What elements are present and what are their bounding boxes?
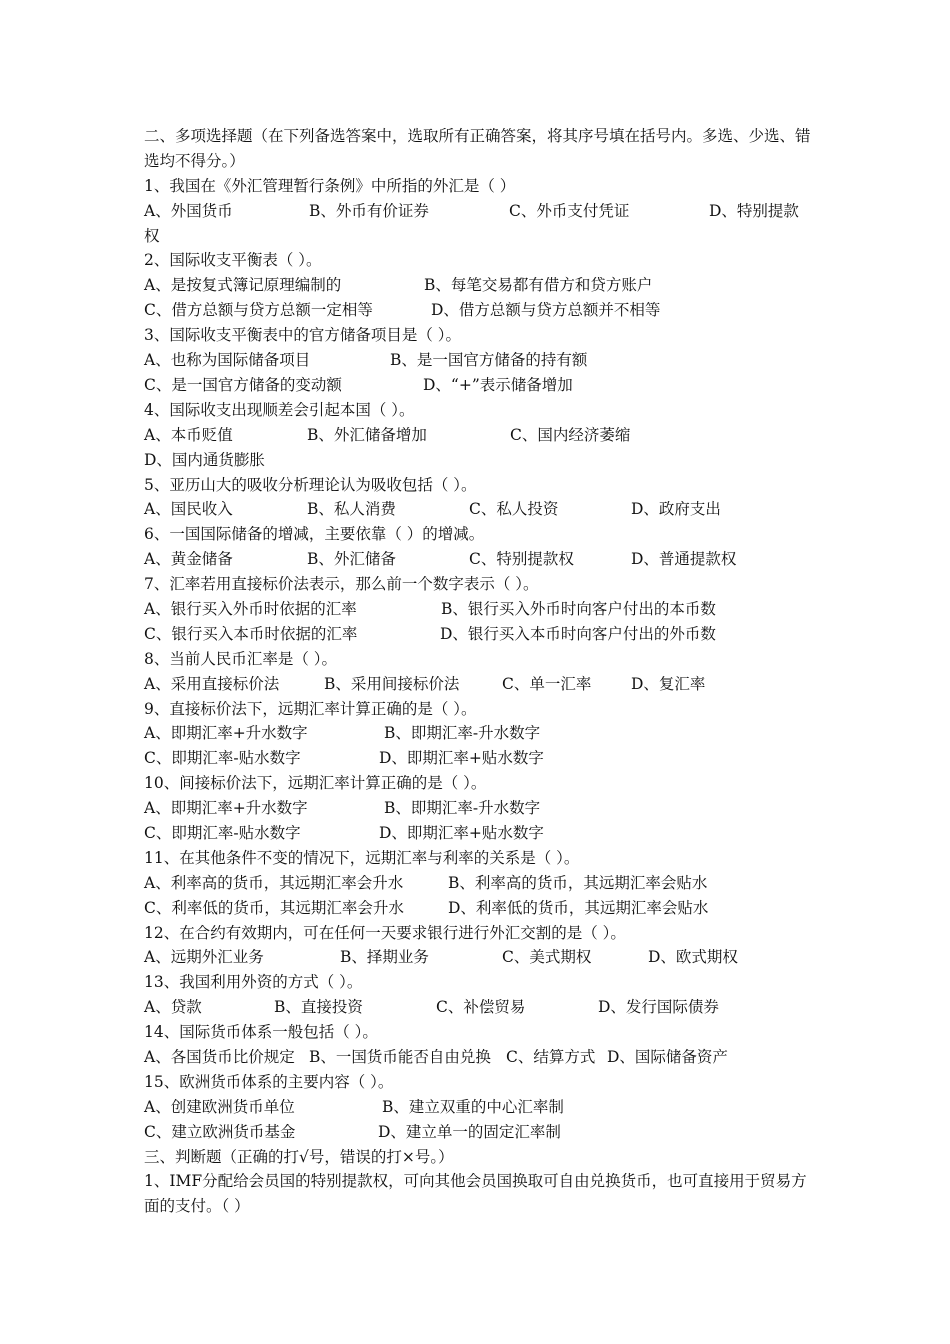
option: A、各国货币比价规定: [144, 1047, 295, 1066]
option-row: [144, 1120, 814, 1145]
option: C、私人投资: [469, 500, 559, 519]
option: A、银行买入外币时依据的汇率: [144, 599, 357, 618]
option: D、国内通货膨胀: [144, 450, 265, 469]
option-row: [144, 273, 814, 298]
option: C、结算方式: [506, 1047, 596, 1066]
option: A、外国货币: [144, 201, 233, 220]
option-row: [144, 497, 814, 522]
option: C、外币支付凭证: [509, 201, 630, 220]
question-stem: 13、我国利用外资的方式（ ）。: [144, 973, 363, 992]
option-row: [144, 746, 814, 771]
option: D、复汇率: [631, 674, 706, 693]
section-heading-multiple-choice: 二、多项选择题（在下列备选答案中，选取所有正确答案，将其序号填在括号内。多选、少选、错选均不得分。）: [144, 127, 811, 170]
option: B、即期汇率-升水数字: [384, 799, 541, 818]
question-stem: 5、亚历山大的吸收分析理论认为吸收包括（ ）。: [144, 475, 477, 494]
question-stem: 6、一国国际储备的增减，主要依靠（ ）的增减。: [144, 525, 485, 544]
option-row: [144, 298, 814, 323]
option: C、国内经济萎缩: [510, 425, 631, 444]
option: D、银行买入本币时向客户付出的外币数: [440, 624, 716, 643]
option: C、建立欧洲货币基金: [144, 1122, 296, 1141]
question-stem: 7、汇率若用直接标价法表示，那么前一个数字表示（ ）。: [144, 575, 539, 594]
option: C、借方总额与贷方总额一定相等: [144, 301, 373, 320]
option: A、采用直接标价法: [144, 674, 280, 693]
option: A、国民收入: [144, 500, 233, 519]
option-row: [144, 1045, 814, 1070]
option: B、一国货币能否自由兑换: [309, 1047, 491, 1066]
option-row: [144, 373, 814, 398]
section-heading-true-false: 三、判断题（正确的打√号，错误的打×号。）: [144, 1147, 454, 1166]
option-row: [144, 448, 814, 473]
option: C、单一汇率: [502, 674, 592, 693]
question-stem: 12、在合约有效期内，可在任何一天要求银行进行外汇交割的是（ ）。: [144, 923, 626, 942]
option: A、是按复式簿记原理编制的: [144, 276, 342, 295]
option: A、贷款: [144, 998, 202, 1017]
option: C、利率低的货币，其远期汇率会升水: [144, 898, 404, 917]
option: A、即期汇率+升水数字: [144, 724, 308, 743]
option: B、采用间接标价法: [324, 674, 460, 693]
option: A、远期外汇业务: [144, 948, 264, 967]
option: D、借方总额与贷方总额并不相等: [431, 301, 661, 320]
option: B、外汇储备: [307, 550, 396, 569]
option: C、补偿贸易: [436, 998, 526, 1017]
option: A、黄金储备: [144, 550, 233, 569]
option: D、政府支出: [631, 500, 721, 519]
option: C、银行买入本币时依据的汇率: [144, 624, 358, 643]
option: A、创建欧洲货币单位: [144, 1097, 295, 1116]
option-row: [144, 622, 814, 647]
option: B、建立双重的中心汇率制: [382, 1097, 564, 1116]
option: D、国际储备资产: [607, 1047, 728, 1066]
option-row: [144, 672, 814, 697]
option-row: [144, 348, 814, 373]
question-stem: 10、间接标价法下，远期汇率计算正确的是（ ）。: [144, 774, 487, 793]
question-stem: 9、直接标价法下，远期汇率计算正确的是（ ）。: [144, 699, 477, 718]
document-page: [144, 124, 814, 1219]
option: B、直接投资: [274, 998, 363, 1017]
option: B、每笔交易都有借方和贷方账户: [424, 276, 653, 295]
option: C、美式期权: [502, 948, 592, 967]
option: C、即期汇率-贴水数字: [144, 823, 301, 842]
option: D、特别提款: [709, 201, 799, 220]
option: B、利率高的货币，其远期汇率会贴水: [448, 873, 708, 892]
option-row: [144, 796, 814, 821]
question-stem: 3、国际收支平衡表中的官方储备项目是（ ）。: [144, 326, 462, 345]
option: D、“+”表示储备增加: [423, 375, 573, 394]
option: B、外币有价证券: [309, 201, 429, 220]
option: B、银行买入外币时向客户付出的本币数: [441, 599, 716, 618]
question-stem: 15、欧洲货币体系的主要内容（ ）。: [144, 1072, 394, 1091]
option: B、外汇储备增加: [307, 425, 427, 444]
option: A、也称为国际储备项目: [144, 351, 311, 370]
question-stem: 4、国际收支出现顺差会引起本国（ ）。: [144, 400, 415, 419]
option: A、即期汇率+升水数字: [144, 799, 308, 818]
option-row: [144, 1095, 814, 1120]
option: B、私人消费: [307, 500, 396, 519]
option: C、特别提款权: [469, 550, 574, 569]
option: D、利率低的货币，其远期汇率会贴水: [448, 898, 709, 917]
option-row: [144, 721, 814, 746]
option: D、建立单一的固定汇率制: [378, 1122, 561, 1141]
option: B、是一国官方储备的持有额: [390, 351, 588, 370]
option: D、即期汇率+贴水数字: [379, 823, 544, 842]
option: A、利率高的货币，其远期汇率会升水: [144, 873, 404, 892]
option-row: [144, 423, 814, 448]
option: D、即期汇率+贴水数字: [379, 749, 544, 768]
option: D、普通提款权: [631, 550, 737, 569]
option-row: [144, 871, 814, 896]
option: D、发行国际债券: [598, 998, 719, 1017]
option: A、本币贬值: [144, 425, 233, 444]
option-row: [144, 821, 814, 846]
option-row: [144, 896, 814, 921]
option-row: [144, 547, 814, 572]
question-stem: 14、国际货币体系一般包括（ ）。: [144, 1023, 378, 1042]
question-stem: 1、我国在《外汇管理暂行条例》中所指的外汇是（ ）: [144, 176, 516, 195]
option: B、即期汇率-升水数字: [384, 724, 541, 743]
option: B、择期业务: [340, 948, 429, 967]
option-row: [144, 597, 814, 622]
option: C、即期汇率-贴水数字: [144, 749, 301, 768]
option-row: [144, 199, 814, 224]
question-stem: 2、国际收支平衡表（ ）。: [144, 251, 322, 270]
true-false-item: 1、IMF分配给会员国的特别提款权，可向其他会员国换取可自由兑换货币，也可直接用于贸易方面的支付。（ ）: [144, 1172, 807, 1216]
option-row: [144, 995, 814, 1020]
question-stem: 8、当前人民币汇率是（ ）。: [144, 649, 338, 668]
option-row: [144, 945, 814, 970]
option: D、欧式期权: [648, 948, 738, 967]
option-wrap-spacer: 权: [144, 226, 160, 245]
question-stem: 11、在其他条件不变的情况下，远期汇率与利率的关系是（ ）。: [144, 848, 580, 867]
option: C、是一国官方储备的变动额: [144, 375, 342, 394]
